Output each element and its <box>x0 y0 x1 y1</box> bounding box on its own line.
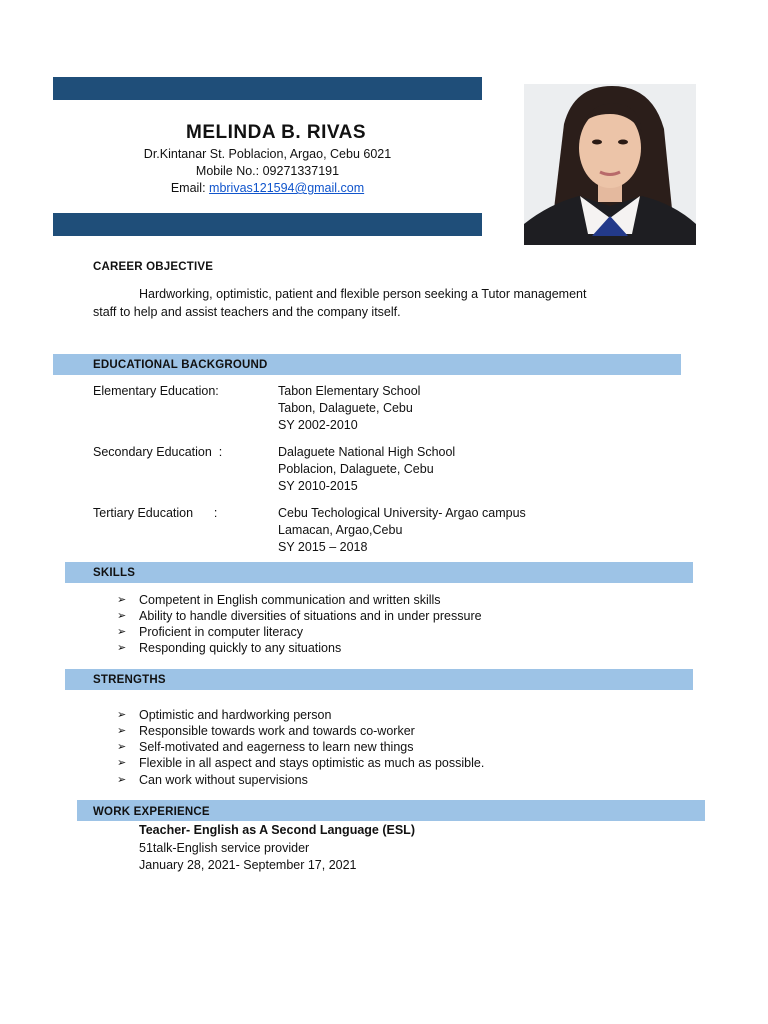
arrow-bullet-icon: ➢ <box>117 709 127 721</box>
career-objective-line-2: staff to help and assist teachers and the company itself. <box>93 305 401 319</box>
arrow-bullet-icon: ➢ <box>117 774 127 786</box>
contact-block <box>53 146 482 197</box>
arrow-bullet-icon: ➢ <box>117 610 127 622</box>
school-year: SY 2002-2010 <box>278 418 358 432</box>
work-position: Teacher- English as A Second Language (ESL) <box>139 823 415 837</box>
school-name: Cebu Techological University- Argao campus <box>278 506 526 520</box>
profile-photo-graphic <box>524 84 696 245</box>
education-details-elementary <box>278 383 420 434</box>
skills-section-bar <box>65 562 693 583</box>
education-label-tertiary: Tertiary Education : <box>93 506 218 520</box>
school-place: Tabon, Dalaguete, Cebu <box>278 401 413 415</box>
skills-title: SKILLS <box>93 567 136 579</box>
mobile-line: Mobile No.: 09271337191 <box>195 164 340 178</box>
school-place: Lamacan, Argao,Cebu <box>278 523 403 537</box>
education-label-secondary: Secondary Education : <box>93 445 223 459</box>
email-label: Email: <box>170 181 210 195</box>
email-link[interactable]: mbrivas121594@gmail.com <box>209 181 365 195</box>
profile-photo <box>524 84 696 245</box>
school-year: SY 2015 – 2018 <box>278 540 368 554</box>
arrow-bullet-icon: ➢ <box>117 642 127 654</box>
school-name: Dalaguete National High School <box>278 445 456 459</box>
applicant-name: MELINDA B. RIVAS <box>186 122 367 143</box>
education-label-elementary: Elementary Education: <box>93 384 219 398</box>
address-line: Dr.Kintanar St. Poblacion, Argao, Cebu 6021 <box>143 147 392 161</box>
school-place: Poblacion, Dalaguete, Cebu <box>278 462 434 476</box>
education-details-secondary <box>278 444 455 495</box>
arrow-bullet-icon: ➢ <box>117 757 127 769</box>
work-company: 51talk-English service provider <box>139 841 310 855</box>
career-objective-line-1: Hardworking, optimistic, patient and flexible person seeking a Tutor management <box>139 287 587 301</box>
work-experience-title: WORK EXPERIENCE <box>93 806 210 818</box>
arrow-bullet-icon: ➢ <box>117 626 127 638</box>
email-line <box>53 180 482 197</box>
education-details-tertiary <box>278 505 526 556</box>
header-top-bar <box>53 77 482 100</box>
school-year: SY 2010-2015 <box>278 479 358 493</box>
arrow-bullet-icon: ➢ <box>117 725 127 737</box>
arrow-bullet-icon: ➢ <box>117 594 127 606</box>
strengths-title: STRENGTHS <box>93 674 166 686</box>
work-dates: January 28, 2021- September 17, 2021 <box>139 858 357 872</box>
education-title: EDUCATIONAL BACKGROUND <box>93 359 268 371</box>
school-name: Tabon Elementary School <box>278 384 421 398</box>
career-objective-title: CAREER OBJECTIVE <box>93 261 214 273</box>
arrow-bullet-icon: ➢ <box>117 741 127 753</box>
header-bottom-bar <box>53 213 482 236</box>
